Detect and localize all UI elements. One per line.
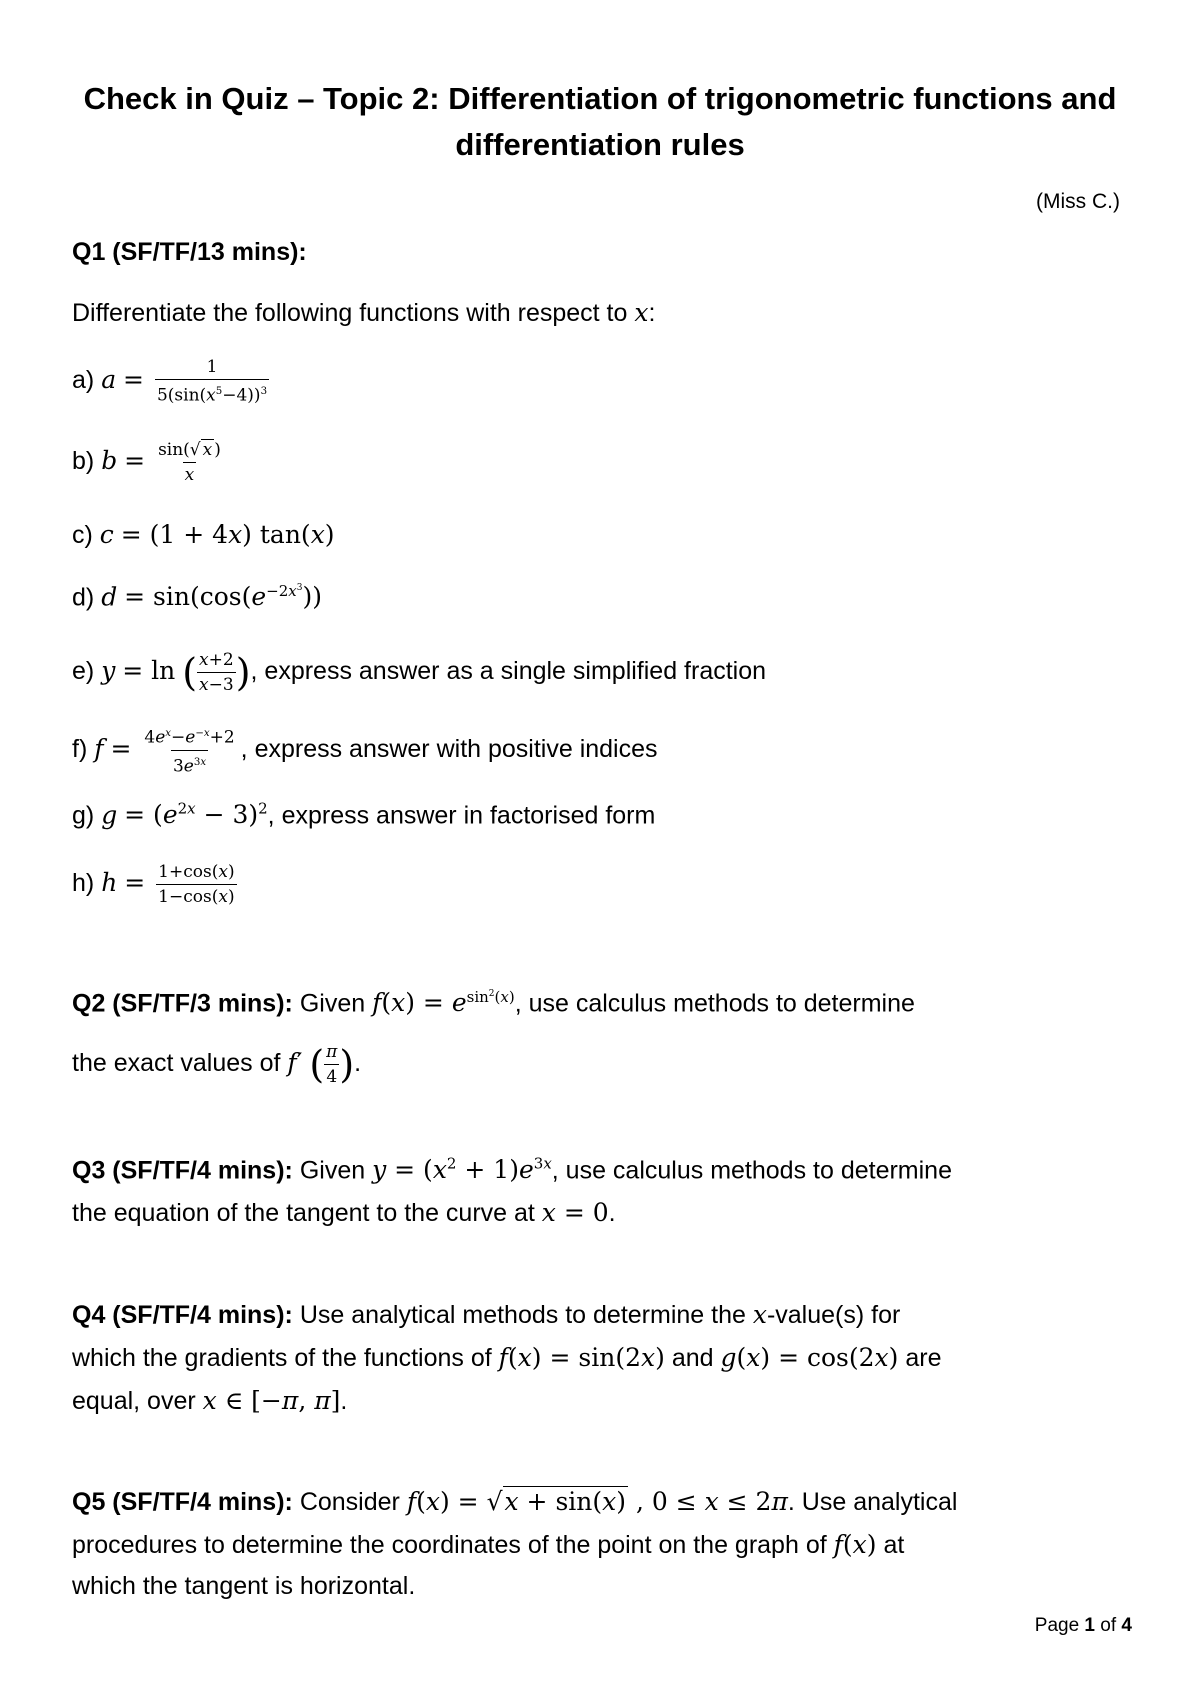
part-label: e) bbox=[72, 657, 95, 686]
q4-text: -value(s) for bbox=[766, 1301, 901, 1329]
q1-part-h: h) h = $\frac{1+\cos(x)}{1-\cos(x)}$ bbox=[72, 862, 235, 907]
q3-text: Given bbox=[299, 1156, 366, 1185]
q3-line-1: Q3 (SF/TF/4 mins): Given $y = (x^2 + 1)e^{3x}$, use calculus methods to determine bbox=[72, 1155, 952, 1185]
q1-e-note: , express answer as a single simplified fraction bbox=[250, 657, 767, 686]
q5-text: at bbox=[883, 1531, 905, 1559]
of-word: of bbox=[1100, 1615, 1117, 1636]
part-label: b) bbox=[72, 447, 95, 476]
q1-part-d: d) $d = \sin(\cos(e^{-2x^3}))$ bbox=[72, 582, 323, 612]
q2-heading: Q2 (SF/TF/3 mins): bbox=[72, 989, 293, 1018]
part-label: h) bbox=[72, 869, 95, 898]
q4-line-1: Q4 (SF/TF/4 mins): Use analytical methods to determine the x-value(s) for bbox=[72, 1300, 901, 1329]
q5-text: which the tangent is horizontal. bbox=[72, 1572, 416, 1600]
q5-line-2: procedures to determine the coordinates of the point on the graph of f(x) at bbox=[72, 1530, 905, 1559]
q1-g-note: , express answer in factorised form bbox=[267, 801, 656, 830]
q4-line-3: equal, over x ∈ [−π, π]. bbox=[72, 1386, 348, 1415]
part-label: g) bbox=[72, 801, 95, 830]
q1-intro bbox=[72, 298, 655, 328]
page-number bbox=[1035, 1615, 1132, 1637]
page-num: 1 bbox=[1084, 1615, 1095, 1636]
fraction: $\frac{1}{5(\sin(x^5-4))^3}$ bbox=[156, 357, 268, 406]
q5-heading: Q5 (SF/TF/4 mins): bbox=[72, 1488, 293, 1516]
q5-line-1: Q5 (SF/TF/4 mins): Consider f(x) = √x + sin(x) , 0 ≤ x ≤ 2π. Use analytical bbox=[72, 1487, 958, 1516]
q1-f-note: , express answer with positive indices bbox=[240, 734, 658, 763]
q1-part-c: c) c = (1 + 4x) tan(x) bbox=[72, 520, 335, 549]
q1-part-b: b) b = $\frac{\sin(√ x )}{x}$ bbox=[72, 440, 221, 485]
part-label: f) bbox=[72, 734, 88, 763]
part-label: d) bbox=[72, 583, 95, 612]
fraction: $\frac{1+\cos(x)}{1-\cos(x)}$ bbox=[158, 862, 235, 907]
page-word: Page bbox=[1034, 1615, 1080, 1636]
q1-part-f: f) f = $\frac{4e^x-e^{-x}+2}{3e^{3x}}$ , express answer with positive indices bbox=[72, 722, 658, 778]
part-label: c) bbox=[72, 521, 93, 549]
page-title: Check in Quiz – Topic 2: Differentiation of trigonometric functions and differentiation rules bbox=[83, 81, 1117, 162]
q4-text: which the gradients of the functions of bbox=[72, 1344, 492, 1372]
q4-text: and bbox=[671, 1344, 714, 1372]
q5-line-3 bbox=[72, 1572, 415, 1601]
q5-text: procedures to determine the coordinates of the point on the graph of bbox=[72, 1531, 827, 1559]
q5-text: . Use analytical bbox=[787, 1488, 958, 1516]
q1-part-e: e) y = ln ( $\frac{x+2}{x-3}$ ), express answer as a single simplified fraction bbox=[72, 650, 767, 695]
q3-text: . bbox=[608, 1199, 616, 1227]
q4-text: . bbox=[340, 1387, 348, 1415]
part-label: a) bbox=[72, 365, 95, 394]
q2-text: Given bbox=[299, 989, 366, 1018]
q1-intro-var: x bbox=[634, 298, 649, 327]
q4-text: are bbox=[905, 1344, 942, 1372]
q1-intro-end: : bbox=[648, 299, 656, 327]
q2-line-2: the exact values of f′ ( $\frac{\pi}{4}$ ). bbox=[72, 1042, 362, 1087]
q5-text: Consider bbox=[299, 1488, 400, 1516]
q2-text: the exact values of bbox=[72, 1049, 281, 1078]
fraction: $\frac{4e^x-e^{-x}+2}{3e^{3x}}$ bbox=[144, 727, 235, 777]
q4-line-2: which the gradients of the functions of f(x) = sin(2x) and g(x) = cos(2x) are bbox=[72, 1343, 942, 1372]
q2-text: . bbox=[354, 1049, 362, 1078]
q1-part-g: g) $g = (e^{2x} - 3)^2$, express answer in factorised form bbox=[72, 800, 656, 830]
author-label: (Miss C.) bbox=[1036, 190, 1120, 213]
page-total: 4 bbox=[1121, 1615, 1132, 1636]
q2-text: , use calculus methods to determine bbox=[514, 989, 915, 1018]
q2-line-1: Q2 (SF/TF/3 mins): Given $f(x) = e^{sin^2(x)}$, use calculus methods to determine bbox=[72, 988, 915, 1018]
q3-heading: Q3 (SF/TF/4 mins): bbox=[72, 1156, 293, 1185]
q3-line-2: the equation of the tangent to the curve at x = 0. bbox=[72, 1198, 616, 1227]
fraction: $\frac{\pi}{4}$ bbox=[326, 1042, 338, 1087]
q1-heading: Q1 (SF/TF/13 mins): bbox=[72, 238, 307, 266]
fraction: $\frac{x+2}{x-3}$ bbox=[199, 650, 234, 695]
q1-part-a: a) a = $\frac{1}{5(\sin(x^5-4))^3}$ bbox=[72, 357, 268, 406]
q1-intro-text: Differentiate the following functions with respect to bbox=[72, 299, 628, 327]
q4-text: equal, over bbox=[72, 1387, 196, 1415]
q4-heading: Q4 (SF/TF/4 mins): bbox=[72, 1301, 293, 1329]
q4-text: Use analytical methods to determine the bbox=[299, 1301, 746, 1329]
fraction: $\frac{\sin(√ x )}{x}$ bbox=[158, 440, 221, 485]
q3-text: the equation of the tangent to the curve at bbox=[72, 1199, 535, 1227]
q3-text: , use calculus methods to determine bbox=[551, 1156, 952, 1185]
